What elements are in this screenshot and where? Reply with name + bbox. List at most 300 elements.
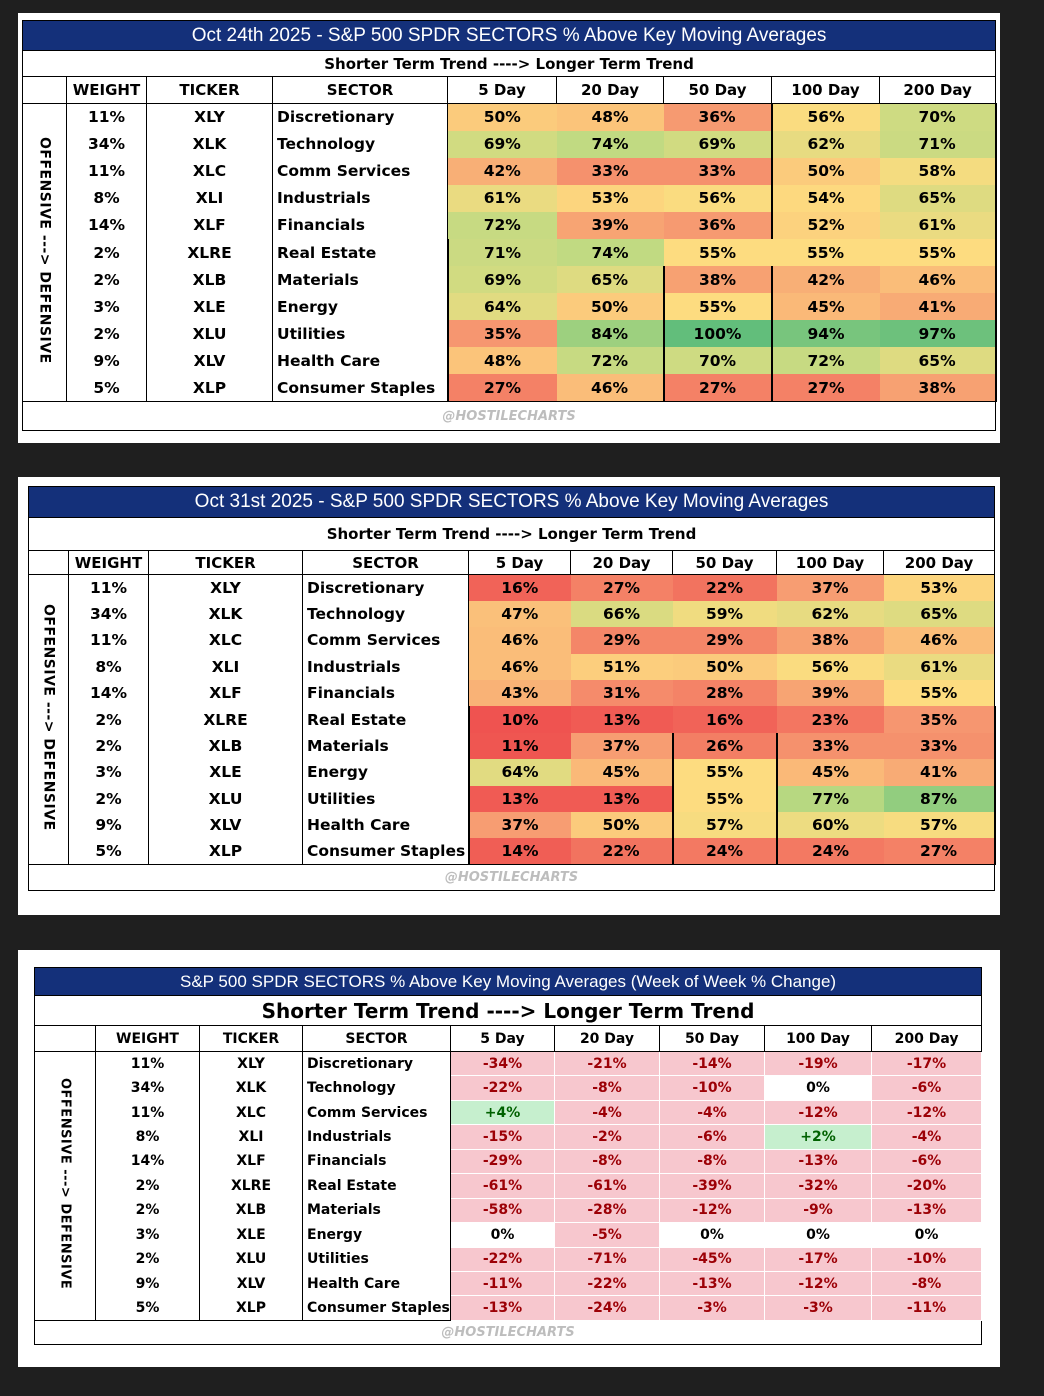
value-cell: -22% [451, 1076, 555, 1100]
value-cell: -71% [555, 1247, 660, 1271]
table-row [29, 759, 995, 785]
value-cell: -12% [872, 1100, 982, 1124]
trend-subtitle: Shorter Term Trend ----> Longer Term Trend [35, 996, 982, 1026]
value-cell: 27% [571, 575, 673, 601]
weight-cell: 11% [96, 1100, 200, 1124]
value-cell: 56% [772, 104, 880, 131]
value-cell: 33% [557, 158, 664, 185]
weight-cell: 5% [96, 1296, 200, 1320]
value-cell: -12% [660, 1198, 765, 1222]
value-cell: 55% [880, 239, 996, 266]
value-cell: 37% [777, 575, 884, 601]
value-cell: 33% [664, 158, 772, 185]
value-cell: 65% [884, 601, 995, 627]
weight-cell: 3% [67, 293, 147, 320]
ticker-cell: XLB [147, 266, 273, 293]
value-cell: 50% [448, 104, 557, 131]
period-header: 100 Day [777, 551, 884, 575]
period-header: 100 Day [765, 1026, 872, 1052]
sector-cell: Financials [303, 680, 469, 706]
sector-cell: Technology [273, 131, 448, 158]
weight-cell: 2% [67, 266, 147, 293]
value-cell: 50% [772, 158, 880, 185]
value-cell: 97% [880, 320, 996, 347]
sector-cell: Materials [303, 1198, 451, 1222]
value-cell: 84% [557, 320, 664, 347]
ticker-cell: XLY [149, 575, 303, 601]
value-cell: 37% [469, 812, 571, 838]
value-cell: -8% [555, 1076, 660, 1100]
side-label [35, 1052, 96, 1321]
table-title: S&P 500 SPDR SECTORS % Above Key Moving Averages (Week of Week % Change) [35, 968, 982, 996]
value-cell: 46% [557, 374, 664, 401]
value-cell: -24% [555, 1296, 660, 1320]
value-cell: 50% [673, 654, 777, 680]
value-cell: 45% [772, 293, 880, 320]
weight-cell: 9% [67, 347, 147, 374]
value-cell: 35% [448, 320, 557, 347]
value-cell: 39% [777, 680, 884, 706]
value-cell: -12% [765, 1271, 872, 1295]
weight-cell: 2% [96, 1174, 200, 1198]
table-row [29, 575, 995, 601]
value-cell: 70% [664, 347, 772, 374]
value-cell: 28% [673, 680, 777, 706]
sector-cell: Health Care [303, 812, 469, 838]
value-cell: 0% [451, 1223, 555, 1247]
value-cell: 55% [673, 759, 777, 785]
value-cell: -17% [765, 1247, 872, 1271]
weight-cell: 2% [96, 1198, 200, 1222]
weight-cell: 3% [96, 1223, 200, 1247]
value-cell: -3% [765, 1296, 872, 1320]
sector-cell: Real Estate [303, 1174, 451, 1198]
value-cell: 46% [469, 654, 571, 680]
table-row [35, 1125, 982, 1149]
value-cell: 94% [772, 320, 880, 347]
watermark: @HOSTILECHARTS [29, 865, 995, 891]
value-cell: 16% [469, 575, 571, 601]
value-cell: 62% [772, 131, 880, 158]
sector-cell: Utilities [303, 1247, 451, 1271]
value-cell: 77% [777, 786, 884, 812]
table-title: Oct 31st 2025 - S&P 500 SPDR SECTORS % Above Key Moving Averages [29, 487, 995, 518]
sector-cell: Materials [303, 733, 469, 759]
table-row [23, 185, 996, 212]
period-header: 20 Day [557, 77, 664, 104]
value-cell: -9% [765, 1198, 872, 1222]
value-cell: 87% [884, 786, 995, 812]
value-cell: 57% [673, 812, 777, 838]
sector-cell: Materials [273, 266, 448, 293]
weight-cell: 9% [69, 812, 149, 838]
value-cell: 50% [571, 812, 673, 838]
weight-cell: 34% [96, 1076, 200, 1100]
value-cell: 74% [557, 131, 664, 158]
table-title: Oct 24th 2025 - S&P 500 SPDR SECTORS % Above Key Moving Averages [23, 21, 996, 51]
ticker-header: TICKER [200, 1026, 303, 1052]
value-cell: -13% [872, 1198, 982, 1222]
value-cell: 60% [777, 812, 884, 838]
value-cell: 65% [880, 347, 996, 374]
trend-subtitle: Shorter Term Trend ----> Longer Term Trend [23, 51, 996, 77]
sector-cell: Consumer Staples [273, 374, 448, 401]
value-cell: 52% [772, 212, 880, 239]
header-blank [23, 77, 67, 104]
ticker-cell: XLE [200, 1223, 303, 1247]
value-cell: 46% [884, 627, 995, 653]
value-cell: 53% [884, 575, 995, 601]
weight-cell: 11% [69, 627, 149, 653]
trend-subtitle: Shorter Term Trend ----> Longer Term Trend [29, 518, 995, 551]
ticker-cell: XLC [200, 1100, 303, 1124]
ticker-cell: XLC [147, 158, 273, 185]
weight-cell: 14% [96, 1149, 200, 1173]
value-cell: 24% [673, 838, 777, 864]
value-cell: 27% [664, 374, 772, 401]
period-header: 200 Day [872, 1026, 982, 1052]
ticker-cell: XLRE [147, 239, 273, 266]
sector-cell: Discretionary [303, 1052, 451, 1076]
table-row [29, 627, 995, 653]
value-cell: 42% [772, 266, 880, 293]
value-cell: 55% [664, 293, 772, 320]
value-cell: 57% [884, 812, 995, 838]
value-cell: +4% [451, 1100, 555, 1124]
ticker-cell: XLY [147, 104, 273, 131]
ticker-cell: XLK [149, 601, 303, 627]
value-cell: 45% [777, 759, 884, 785]
table-row [35, 1174, 982, 1198]
weight-cell: 14% [69, 680, 149, 706]
table-row [35, 1271, 982, 1295]
period-header: 20 Day [555, 1026, 660, 1052]
value-cell: 16% [673, 706, 777, 732]
value-cell: 0% [765, 1076, 872, 1100]
side-label-text: OFFENSIVE ---> DEFENSIVE [36, 137, 53, 364]
sector-cell: Comm Services [303, 627, 469, 653]
value-cell: -61% [555, 1174, 660, 1198]
value-cell: 36% [664, 212, 772, 239]
value-cell: 13% [571, 706, 673, 732]
value-cell: -17% [872, 1052, 982, 1076]
value-cell: -8% [660, 1149, 765, 1173]
value-cell: 35% [884, 706, 995, 732]
value-cell: 10% [469, 706, 571, 732]
weight-header: WEIGHT [96, 1026, 200, 1052]
ticker-cell: XLF [200, 1149, 303, 1173]
sector-header: SECTOR [303, 1026, 451, 1052]
table-row [23, 104, 996, 131]
value-cell: -6% [872, 1076, 982, 1100]
value-cell: 69% [664, 131, 772, 158]
value-cell: -14% [660, 1052, 765, 1076]
ticker-cell: XLY [200, 1052, 303, 1076]
weight-cell: 9% [96, 1271, 200, 1295]
value-cell: 61% [880, 212, 996, 239]
ticker-cell: XLF [149, 680, 303, 706]
table-row [35, 1247, 982, 1271]
value-cell: 13% [571, 786, 673, 812]
weight-cell: 2% [69, 706, 149, 732]
value-cell: 29% [673, 627, 777, 653]
period-header: 200 Day [880, 77, 996, 104]
sector-cell: Financials [303, 1149, 451, 1173]
value-cell: 64% [448, 293, 557, 320]
value-cell: 27% [772, 374, 880, 401]
value-cell: -8% [555, 1149, 660, 1173]
value-cell: 0% [660, 1223, 765, 1247]
value-cell: -4% [660, 1100, 765, 1124]
value-cell: -11% [872, 1296, 982, 1320]
sector-cell: Industrials [303, 1125, 451, 1149]
table-row [29, 680, 995, 706]
ticker-cell: XLP [147, 374, 273, 401]
weight-cell: 5% [67, 374, 147, 401]
value-cell: 23% [777, 706, 884, 732]
value-cell: 55% [664, 239, 772, 266]
value-cell: 48% [448, 347, 557, 374]
value-cell: -4% [872, 1125, 982, 1149]
table-row [29, 601, 995, 627]
weight-cell: 2% [67, 239, 147, 266]
sector-cell: Energy [303, 759, 469, 785]
value-cell: 24% [777, 838, 884, 864]
value-cell: -19% [765, 1052, 872, 1076]
value-cell: 43% [469, 680, 571, 706]
value-cell: -5% [555, 1223, 660, 1247]
weight-header: WEIGHT [67, 77, 147, 104]
period-header: 100 Day [772, 77, 880, 104]
table-row [23, 293, 996, 320]
value-cell: 0% [765, 1223, 872, 1247]
table-row [29, 786, 995, 812]
value-cell: 26% [673, 733, 777, 759]
ticker-cell: XLV [149, 812, 303, 838]
side-label-text: OFFENSIVE ---> DEFENSIVE [57, 1078, 73, 1290]
value-cell: 55% [884, 680, 995, 706]
value-cell: 51% [571, 654, 673, 680]
period-header: 5 Day [448, 77, 557, 104]
value-cell: 22% [571, 838, 673, 864]
ticker-cell: XLF [147, 212, 273, 239]
table-row [29, 812, 995, 838]
sector-cell: Health Care [303, 1271, 451, 1295]
weight-cell: 2% [67, 320, 147, 347]
value-cell: 27% [448, 374, 557, 401]
table-row [29, 838, 995, 864]
value-cell: -21% [555, 1052, 660, 1076]
period-header: 50 Day [664, 77, 772, 104]
value-cell: -2% [555, 1125, 660, 1149]
value-cell: -10% [872, 1247, 982, 1271]
value-cell: 29% [571, 627, 673, 653]
value-cell: -28% [555, 1198, 660, 1222]
ticker-cell: XLI [149, 654, 303, 680]
value-cell: 61% [884, 654, 995, 680]
weight-cell: 34% [67, 131, 147, 158]
value-cell: 41% [884, 759, 995, 785]
value-cell: 59% [673, 601, 777, 627]
header-blank [35, 1026, 96, 1052]
value-cell: 74% [557, 239, 664, 266]
value-cell: 65% [880, 185, 996, 212]
table-row [35, 1296, 982, 1320]
period-header: 20 Day [571, 551, 673, 575]
table-row [35, 1052, 982, 1076]
weight-cell: 14% [67, 212, 147, 239]
sector-cell: Consumer Staples [303, 1296, 451, 1320]
value-cell: 55% [673, 786, 777, 812]
period-header: 50 Day [673, 551, 777, 575]
weight-cell: 34% [69, 601, 149, 627]
table-oct-24 [22, 20, 997, 431]
value-cell: -6% [660, 1125, 765, 1149]
value-cell: +2% [765, 1125, 872, 1149]
ticker-cell: XLC [149, 627, 303, 653]
weight-cell: 11% [67, 104, 147, 131]
sector-cell: Real Estate [273, 239, 448, 266]
value-cell: 33% [777, 733, 884, 759]
table-row [23, 374, 996, 401]
value-cell: -6% [872, 1149, 982, 1173]
value-cell: 11% [469, 733, 571, 759]
period-header: 5 Day [469, 551, 571, 575]
table-row [29, 733, 995, 759]
ticker-header: TICKER [149, 551, 303, 575]
value-cell: 56% [777, 654, 884, 680]
weight-cell: 2% [96, 1247, 200, 1271]
weight-cell: 8% [69, 654, 149, 680]
ticker-cell: XLI [147, 185, 273, 212]
sector-cell: Financials [273, 212, 448, 239]
value-cell: -45% [660, 1247, 765, 1271]
value-cell: 56% [664, 185, 772, 212]
value-cell: 50% [557, 293, 664, 320]
value-cell: 38% [880, 374, 996, 401]
period-header: 5 Day [451, 1026, 555, 1052]
value-cell: -15% [451, 1125, 555, 1149]
table-row [35, 1100, 982, 1124]
weight-cell: 2% [69, 786, 149, 812]
value-cell: -29% [451, 1149, 555, 1173]
value-cell: 72% [557, 347, 664, 374]
table-row [23, 131, 996, 158]
sector-cell: Consumer Staples [303, 838, 469, 864]
value-cell: 27% [884, 838, 995, 864]
value-cell: 100% [664, 320, 772, 347]
sector-cell: Real Estate [303, 706, 469, 732]
table-row [35, 1223, 982, 1247]
value-cell: 65% [557, 266, 664, 293]
value-cell: 72% [448, 212, 557, 239]
value-cell: -13% [765, 1149, 872, 1173]
value-cell: 55% [772, 239, 880, 266]
value-cell: 46% [469, 627, 571, 653]
value-cell: 58% [880, 158, 996, 185]
value-cell: 0% [872, 1223, 982, 1247]
sector-header: SECTOR [303, 551, 469, 575]
header-blank [29, 551, 69, 575]
value-cell: 69% [448, 131, 557, 158]
side-label-text: OFFENSIVE ---> DEFENSIVE [40, 604, 57, 831]
sector-header: SECTOR [273, 77, 448, 104]
value-cell: 31% [571, 680, 673, 706]
weight-cell: 8% [96, 1125, 200, 1149]
weight-cell: 2% [69, 733, 149, 759]
value-cell: 47% [469, 601, 571, 627]
value-cell: 42% [448, 158, 557, 185]
watermark: @HOSTILECHARTS [35, 1320, 982, 1344]
table-row [23, 266, 996, 293]
period-header: 200 Day [884, 551, 995, 575]
weight-cell: 11% [96, 1052, 200, 1076]
value-cell: -8% [872, 1271, 982, 1295]
table-row [35, 1198, 982, 1222]
ticker-cell: XLB [200, 1198, 303, 1222]
value-cell: 71% [448, 239, 557, 266]
table-row [23, 320, 996, 347]
value-cell: 33% [884, 733, 995, 759]
watermark: @HOSTILECHARTS [23, 402, 996, 431]
ticker-cell: XLP [200, 1296, 303, 1320]
value-cell: 61% [448, 185, 557, 212]
value-cell: -13% [660, 1271, 765, 1295]
weight-cell: 3% [69, 759, 149, 785]
sector-cell: Health Care [273, 347, 448, 374]
ticker-cell: XLU [149, 786, 303, 812]
sector-cell: Comm Services [273, 158, 448, 185]
value-cell: 37% [571, 733, 673, 759]
table-oct-31 [28, 486, 996, 891]
ticker-cell: XLE [147, 293, 273, 320]
value-cell: 48% [557, 104, 664, 131]
value-cell: 14% [469, 838, 571, 864]
value-cell: 69% [448, 266, 557, 293]
value-cell: 13% [469, 786, 571, 812]
side-label [29, 575, 69, 865]
period-header: 50 Day [660, 1026, 765, 1052]
weight-cell: 5% [69, 838, 149, 864]
sector-cell: Energy [273, 293, 448, 320]
sector-cell: Utilities [273, 320, 448, 347]
value-cell: 38% [664, 266, 772, 293]
side-label [23, 104, 67, 402]
sector-cell: Technology [303, 601, 469, 627]
value-cell: -3% [660, 1296, 765, 1320]
value-cell: -61% [451, 1174, 555, 1198]
value-cell: -10% [660, 1076, 765, 1100]
sector-cell: Discretionary [273, 104, 448, 131]
value-cell: 66% [571, 601, 673, 627]
sector-cell: Technology [303, 1076, 451, 1100]
ticker-header: TICKER [147, 77, 273, 104]
value-cell: 64% [469, 759, 571, 785]
ticker-cell: XLP [149, 838, 303, 864]
value-cell: 54% [772, 185, 880, 212]
ticker-cell: XLV [200, 1271, 303, 1295]
value-cell: -34% [451, 1052, 555, 1076]
value-cell: 45% [571, 759, 673, 785]
ticker-cell: XLRE [149, 706, 303, 732]
ticker-cell: XLB [149, 733, 303, 759]
value-cell: 46% [880, 266, 996, 293]
value-cell: -11% [451, 1271, 555, 1295]
ticker-cell: XLI [200, 1125, 303, 1149]
value-cell: 53% [557, 185, 664, 212]
value-cell: -20% [872, 1174, 982, 1198]
ticker-cell: XLU [147, 320, 273, 347]
